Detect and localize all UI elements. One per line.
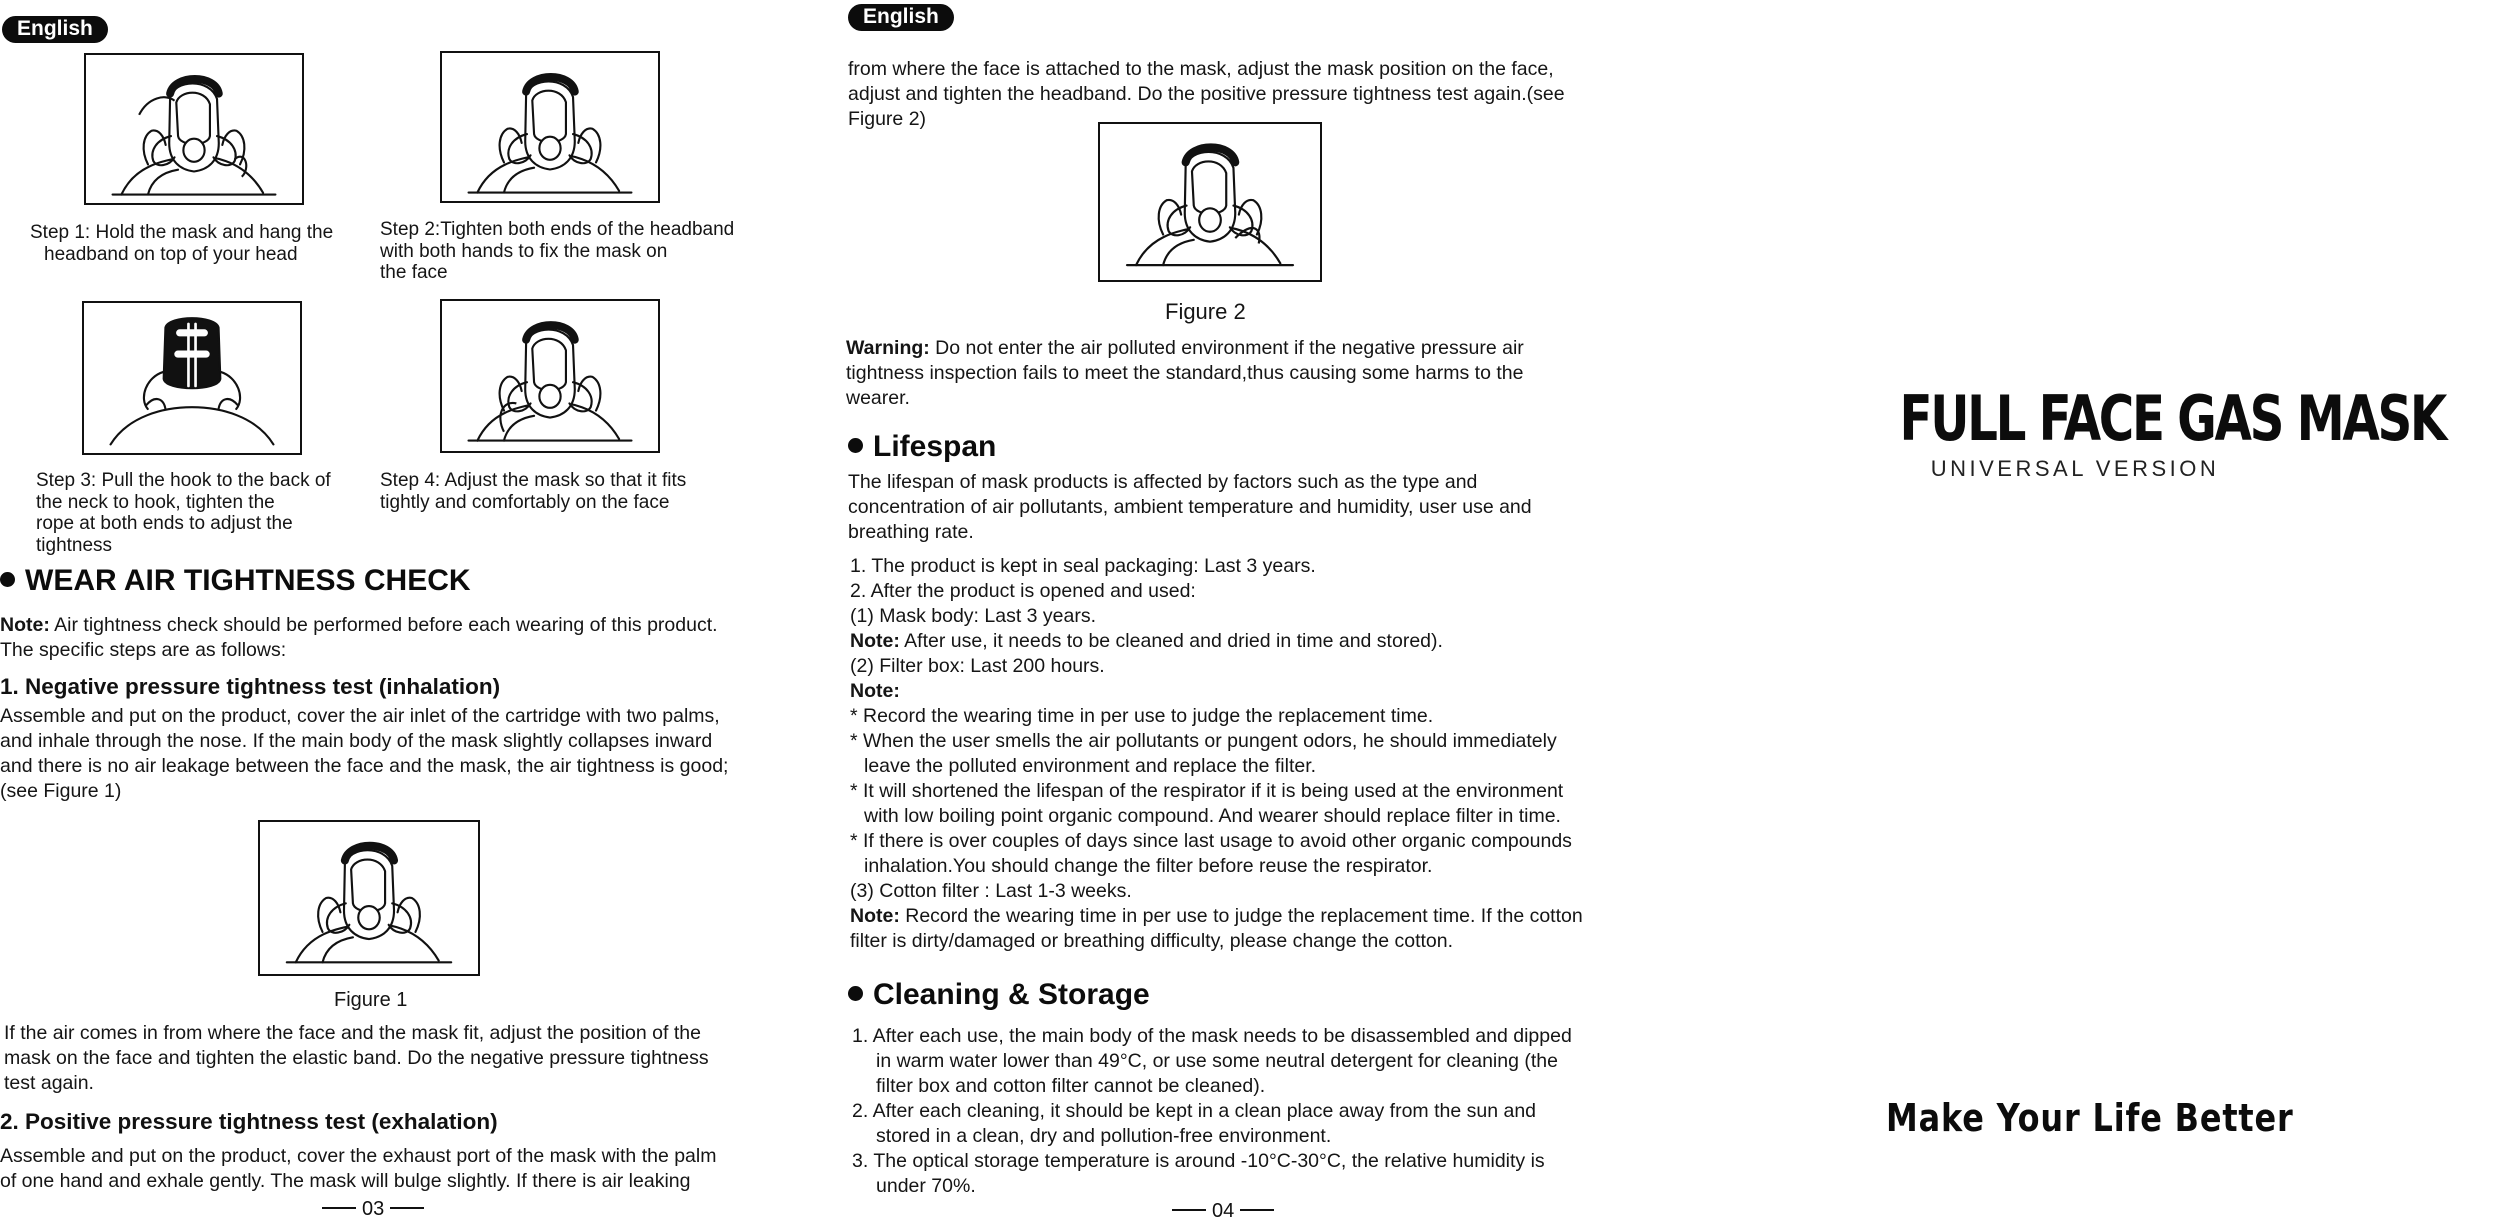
cover-title: FULL FACE GAS MASK <box>1899 382 2446 455</box>
cover-slogan: Make Your Life Better <box>1886 1096 2294 1140</box>
step3-caption: Step 3: Pull the hook to the back of the neck to hook, tighten the rope at both ends to adjust the tightness <box>36 470 331 556</box>
step2-illustration <box>440 51 660 203</box>
figure2-illustration <box>1098 122 1322 282</box>
step2-caption: Step 2:Tighten both ends of the headband with both hands to fix the mask on the face <box>380 219 735 283</box>
language-badge: English <box>848 4 954 31</box>
bullet-dot <box>848 438 863 453</box>
tightness-note: Note: Air tightness check should be performed before each wearing of this product. The specific steps are as follows: <box>0 614 718 661</box>
figure1-caption: Figure 1 <box>334 989 408 1011</box>
bullet-dot <box>848 986 863 1001</box>
step1-caption: Step 1: Hold the mask and hang the headband on top of your head <box>30 222 334 265</box>
positive-test-text: Assemble and put on the product, cover the exhaust port of the mask with the palm of one hand and exhale gently. The mask will bulge slightly. If there is air leaking <box>0 1145 717 1192</box>
negative-test-text: Assemble and put on the product, cover the air inlet of the cartridge with two palms, and inhale through the nose. If the main body of the mask slightly collapses inward and there is no air leakage between the face and the mask, the air tightness is good; (see Figure 1) <box>0 705 729 802</box>
cleaning-title: Cleaning & Storage <box>848 978 1150 1012</box>
cleaning-list: 1. After each use, the main body of the mask needs to be disassembled and dipped in warm water lower than 49°C, or use some neutral detergent for cleaning (the filter box and cotton filter cannot be cleaned). 2. After each cleaning, it should be kept in a clean place away from the sun and stored in a clean, dry and pollution-free environment. 3. The optical storage temperature is around -10°C-30°C, the relative humidity is under 70%. <box>852 1025 1572 1197</box>
cover-subtitle: UNIVERSAL VERSION <box>1930 456 2220 481</box>
figure1-followup-text: If the air comes in from where the face and the mask fit, adjust the position of the mask on the face and tighten the elastic band. Do the negative pressure tightness test again. <box>4 1022 709 1094</box>
page-number-04: 04 <box>1166 1200 1280 1223</box>
positive-test-title: 2. Positive pressure tightness test (exhalation) <box>0 1109 498 1134</box>
language-badge: English <box>2 16 108 43</box>
continued-text: from where the face is attached to the mask, adjust the mask position on the face, adjust and tighten the headband. Do the positive pressure tightness test again.(see Figure 2) <box>848 58 1565 130</box>
lifespan-title: Lifespan <box>848 430 996 464</box>
step1-illustration <box>84 53 304 205</box>
step3-illustration <box>82 301 302 455</box>
section-title-tightness: WEAR AIR TIGHTNESS CHECK <box>0 564 471 598</box>
lifespan-intro: The lifespan of mask products is affected by factors such as the type and concentration of air pollutants, ambient temperature and humidity, user use and breathing rate. <box>848 471 1532 543</box>
negative-test-title: 1. Negative pressure tightness test (inhalation) <box>0 674 501 699</box>
step4-illustration <box>440 299 660 453</box>
figure2-caption: Figure 2 <box>1165 299 1246 324</box>
warning-text: Warning: Do not enter the air polluted environment if the negative pressure air tightness inspection fails to meet the standard,thus causing some harms to the wearer. <box>846 337 1524 409</box>
figure1-illustration <box>258 820 480 976</box>
step4-caption: Step 4: Adjust the mask so that it fits tightly and comfortably on the face <box>380 470 687 513</box>
lifespan-details: 1. The product is kept in seal packaging: Last 3 years. 2. After the product is opened and used: (1) Mask body: Last 3 years. Note: After use, it needs to be cleaned and dried in time and stored). (2) Filter box: Last 200 hours. Note: * Record the wearing time in per use to judge the replacement time. * When the user smells the air pollutants or pungent odors, he should immediately leave the polluted environment and replace the filter. * It will shortened the lifespan of the respirator if it is being used at the environment with low boiling point organic compound. And wearer should replace filter in time. * If there is over couples of days since last usage to avoid other organic compounds inhalation.You should change the filter before reuse the respirator. (3) Cotton filter : Last 1-3 weeks. Note: Record the wearing time in per use to judge the replacement time. If the cotton filter is dirty/damaged or breathing difficulty, please change the cotton. <box>850 555 1583 952</box>
bullet-dot <box>0 572 15 587</box>
page-number-03: 03 <box>316 1198 430 1221</box>
